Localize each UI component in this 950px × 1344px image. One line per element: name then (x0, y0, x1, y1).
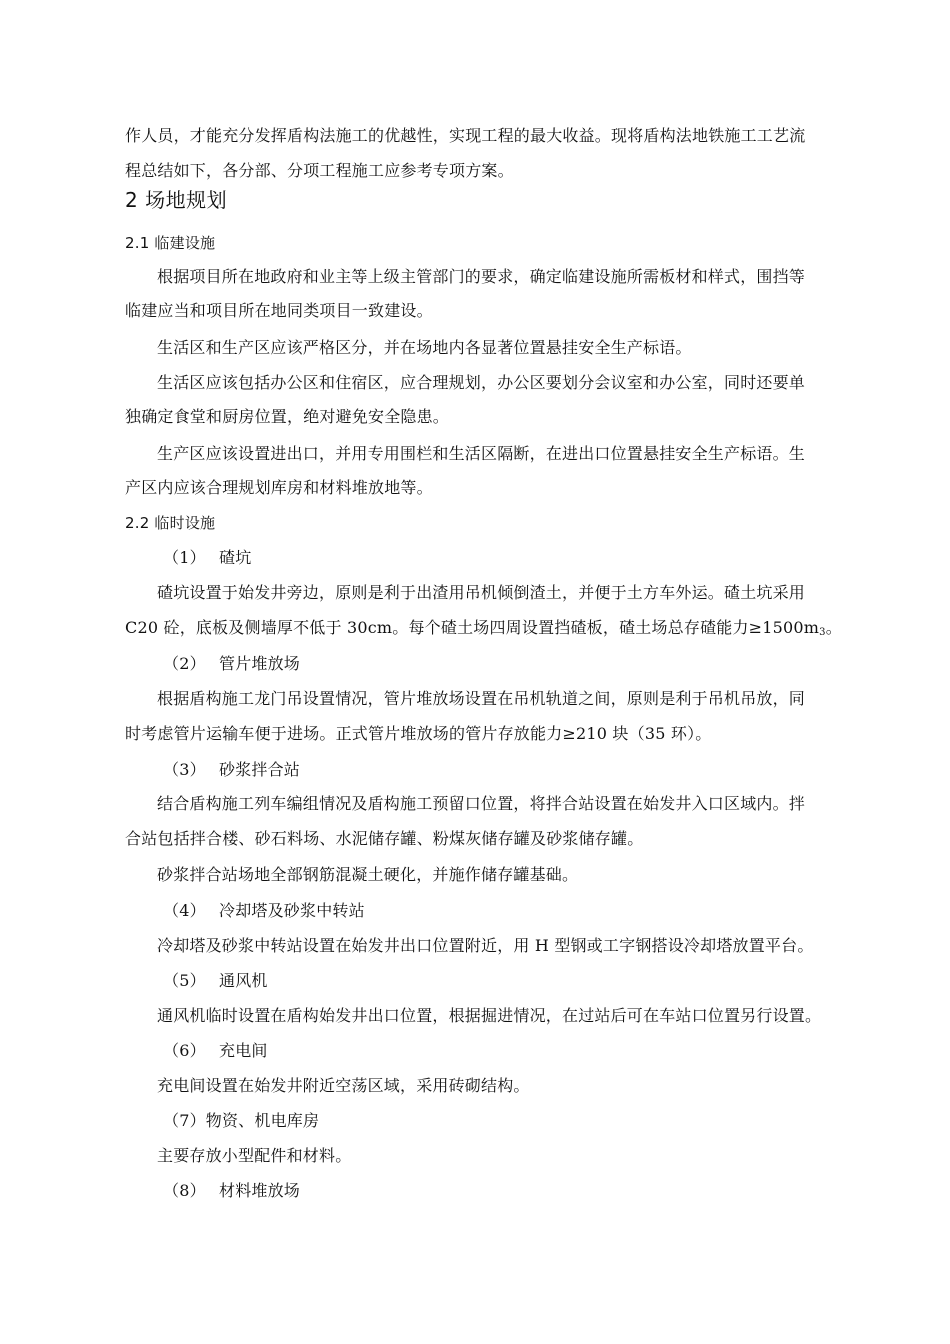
list-item-heading (163, 1111, 830, 1131)
section-2-heading: 2 场地规划 (125, 188, 228, 212)
paragraph-line: 充电间设置在始发井附近空荡区域，采用砖砌结构。 (157, 1076, 530, 1095)
paragraph-line: 独确定食堂和厨房位置，绝对避免安全隐患。 (125, 407, 450, 426)
section-2-1-heading: 2.1 临建设施 (125, 234, 216, 252)
item-label: 通风机 (219, 971, 268, 990)
paragraph-line: 产区内应该合理规划库房和材料堆放地等。 (125, 478, 433, 497)
item-label: 物资、机电库房 (205, 1111, 320, 1130)
paragraph-line: 生活区和生产区应该严格区分，并在场地内各显著位置悬挂安全生产标语。 (157, 338, 692, 357)
item-label: 砂浆拌合站 (219, 760, 301, 779)
paragraph-line: 结合盾构施工列车编组情况及盾构施工预留口位置，将拌合站设置在始发井入口区域内。拌 (157, 794, 806, 813)
list-item-heading (163, 548, 830, 568)
section-2-2-heading: 2.2 临时设施 (125, 514, 216, 532)
item-number: （1） (163, 548, 206, 567)
item-number: （8） (163, 1181, 206, 1200)
paragraph-text: 。 (825, 618, 842, 637)
paragraph-line: 根据项目所在地政府和业主等上级主管部门的要求，确定临建设施所需板材和样式，围挡等 (157, 267, 806, 286)
item-label: 材料堆放场 (219, 1181, 301, 1200)
item-number: （6） (163, 1041, 206, 1060)
item-label: 充电间 (219, 1041, 268, 1060)
item-number: （7） (163, 1111, 206, 1130)
paragraph-line: 砂浆拌合站场地全部钢筋混凝土硬化，并施作储存罐基础。 (157, 865, 579, 884)
list-item-heading (163, 654, 830, 674)
paragraph-line: 生活区应该包括办公区和住宿区，应合理规划，办公区要划分会议室和办公室，同时还要单 (157, 373, 806, 392)
item-label: 冷却塔及砂浆中转站 (219, 901, 365, 920)
paragraph-line: 合站包括拌合楼、砂石料场、水泥储存罐、粉煤灰储存罐及砂浆储存罐。 (125, 829, 644, 848)
list-item-heading (163, 760, 830, 780)
paragraph-line: 主要存放小型配件和材料。 (157, 1146, 352, 1165)
intro-line-2: 程总结如下，各分部、分项工程施工应参考专项方案。 (125, 161, 514, 180)
list-item-heading (163, 1041, 830, 1061)
paragraph-text: C20 砼，底板及侧墙厚不低于 30cm。每个碴土场四周设置挡碴板，碴土场总存碴能力≥1500m (125, 618, 820, 637)
intro-line-1: 作人员，才能充分发挥盾构法施工的优越性，实现工程的最大收益。现将盾构法地铁施工工艺流 (125, 126, 806, 145)
list-item-heading (163, 971, 830, 991)
item-number: （4） (163, 901, 206, 920)
paragraph-line: 通风机临时设置在盾构始发井出口位置，根据掘进情况，在过站后可在车站口位置另行设置。 (157, 1006, 822, 1025)
list-item-heading (163, 901, 830, 921)
paragraph-line (125, 618, 842, 643)
paragraph-line: 根据盾构施工龙门吊设置情况，管片堆放场设置在吊机轨道之间，原则是利于吊机吊放，同 (157, 689, 806, 708)
paragraph-line: 生产区应该设置进出口，并用专用围栏和生活区隔断，在进出口位置悬挂安全生产标语。生 (157, 444, 806, 463)
item-number: （3） (163, 760, 206, 779)
unit-superscript: 3 (819, 627, 826, 638)
paragraph-line: 临建应当和项目所在地同类项目一致建设。 (125, 301, 433, 320)
paragraph-line: 冷却塔及砂浆中转站设置在始发井出口位置附近，用 H 型钢或工字钢搭设冷却塔放置平台。 (157, 936, 814, 955)
list-item-heading (163, 1181, 830, 1201)
item-number: （5） (163, 971, 206, 990)
item-label: 管片堆放场 (219, 654, 301, 673)
paragraph-line: 碴坑设置于始发井旁边，原则是利于出渣用吊机倾倒渣土，并便于土方车外运。碴土坑采用 (157, 583, 806, 602)
item-label: 碴坑 (219, 548, 252, 567)
paragraph-line: 时考虑管片运输车便于进场。正式管片堆放场的管片存放能力≥210 块（35 环）。 (125, 724, 712, 743)
item-number: （2） (163, 654, 206, 673)
